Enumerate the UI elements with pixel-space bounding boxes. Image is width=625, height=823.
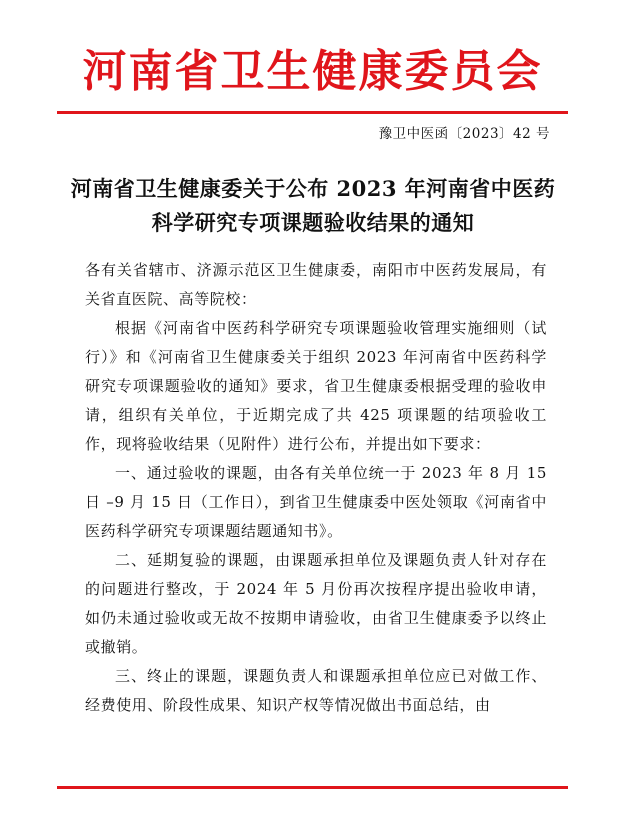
- document-title: [48, 172, 578, 240]
- title-line-2: 科学研究专项课题验收结果的通知: [151, 210, 475, 235]
- document-body: [85, 256, 547, 720]
- body-paragraph: 三、终止的课题，课题负责人和课题承担单位应已对做工作、经费使用、阶段性成果、知识产权等情况做出书面总结，由: [85, 667, 547, 714]
- body-paragraph: 根据《河南省中医药科学研究专项课题验收管理实施细则（试行）》和《河南省卫生健康委关于组织 2023 年河南省中医药科学研究专项课题验收的通知》要求，省卫生健康委根据受理的验收申请，组织有关单位，于近期完成了共 425 项课题的结项验收工作，现将验收结果（见附件）进行公布，并提出如下要求：: [85, 319, 547, 453]
- body-paragraph: 一、通过验收的课题，由各有关单位统一于 2023 年 8 月 15 日 –9 月 15 日（工作日），到省卫生健康委中医处领取《河南省中医药科学研究专项课题结题通知书》。: [85, 464, 547, 540]
- body-paragraph: 二、延期复验的课题，由课题承担单位及课题负责人针对存在的问题进行整改，于 2024 年 5 月份再次按程序提出验收申请，如仍未通过验收或无故不按期申请验收，由省卫生健康委予以终止或撤销。: [85, 551, 547, 656]
- addressee-line: 各有关省辖市、济源示范区卫生健康委，南阳市中医药发展局，有关省直医院、高等院校：: [85, 261, 547, 308]
- document-number: 豫卫中医函〔2023〕42 号: [378, 126, 550, 142]
- title-line-1: 河南省卫生健康委关于公布 2023 年河南省中医药: [70, 176, 556, 201]
- footer-divider: [57, 786, 568, 789]
- masthead-divider: [57, 111, 568, 114]
- issuer-masthead: 河南省卫生健康委员会: [82, 46, 543, 97]
